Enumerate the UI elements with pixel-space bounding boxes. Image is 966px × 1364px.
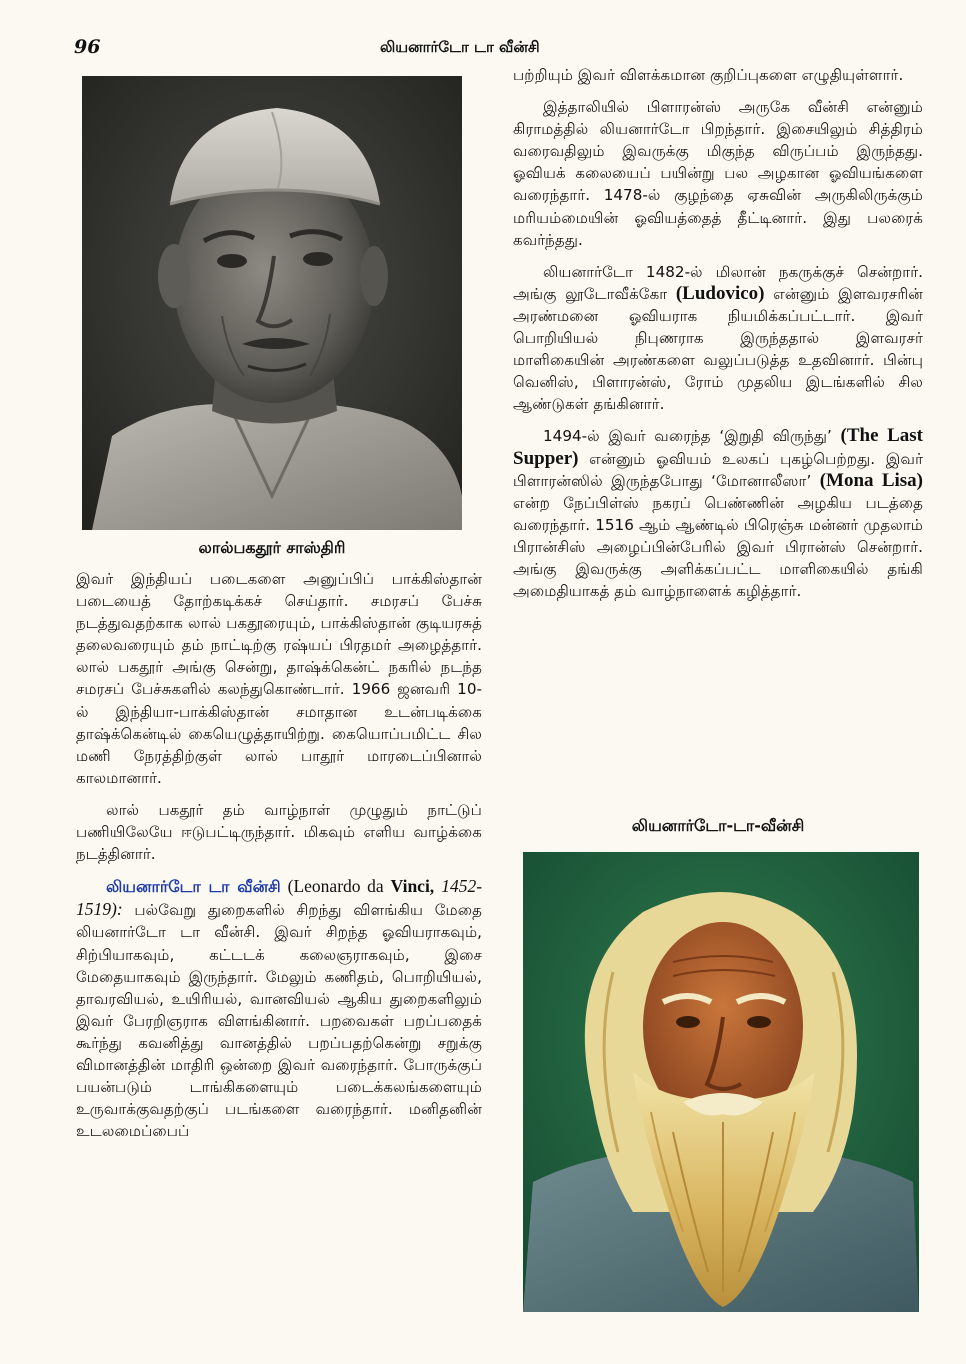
- leonardo-paragraph-3b: என்னும் இளவரசரின் அரண்மனை ஓவியராக நியமிக்கப்பட்டார். இவர் பொறியியல் நிபுணராக இருந்ததால் இளவரசர் மாளிகையின் அரண்களை வலுப்படுத்த உதவினார். பின்பு வெனிஸ், பிளாரன்ஸ், ரோம் முதலிய இடங்களில் சில ஆண்டுகள் தங்கினார்.: [513, 284, 923, 414]
- last-supper-english: (The Last Supper): [513, 425, 923, 469]
- leonardo-paragraph-1: பற்றியும் இவர் விளக்கமான குறிப்புகளை எழுதியுள்ளார்.: [513, 66, 904, 84]
- page-number: 96: [74, 36, 101, 58]
- leonardo-paragraph-3a: லியனார்டோ 1482-ல் மிலான் நகருக்குச் சென்றார். அங்கு லூடோவீக்கோ: [513, 262, 923, 303]
- shastri-portrait: [82, 76, 462, 530]
- leonardo-paragraph-2: இத்தாலியில் பிளாரன்ஸ் அருகே வீன்சி என்னும் கிராமத்தில் லியனார்டோ பிறந்தார். இசையிலும் சித்திரம் வரைவதிலும் இவருக்கு மிகுந்த விருப்பம் இருந்தது. ஓவியக் கலையைப் பயின்று பல அழகான ஓவியங்களை வரைந்தார். 1478-ல் குழந்தை ஏசுவின் அருகிலிருக்கும் மரியம்மையின் ஓவியத்தைத் தீட்டினார். இது பலரைக் கவர்ந்தது.: [513, 98, 923, 249]
- leonardo-years: 1452-1519):: [76, 876, 483, 920]
- mona-lisa-english: (Mona Lisa): [819, 469, 923, 491]
- leonardo-paragraph-4: [513, 425, 923, 602]
- running-title: லியனார்டோ டா வீன்சி: [380, 38, 540, 56]
- shastri-paragraph-2: லால் பகதூர் தம் வாழ்நாள் முழுதும் நாட்டுப் பணியிலேயே ஈடுபட்டிருந்தார். மிகவும் எளிய வாழ்க்கை நடத்தினார்.: [76, 800, 482, 864]
- leonardo-english-name-1: (Leonardo da: [287, 876, 384, 897]
- leonardo-intro-paragraph: [76, 875, 482, 1142]
- leonardo-paragraph-4b: என்னும் ஓவியம் உலகப் புகழ்பெற்றது. இவர் பிளாரன்ஸில் இருந்தபோது ‘மோனாலீஸா’: [513, 449, 924, 490]
- leonardo-painting: [523, 852, 919, 1312]
- shastri-paragraph-1: இவர் இந்தியப் படைகளை அனுப்பிப் பாக்கிஸ்தான் படையைத் தோற்கடிக்கச் செய்தார். சமரசப் பேச்சு நடத்துவதற்காக லால் பகதூரையும், பாக்கிஸ்தான் குடியரசுத் தலைவரையும் தம் நாட்டிற்கு ரஷ்யப் பிரதமர் அழைத்தார். லால் பகதூர் அங்கு சென்று, தாஷ்க்கென்ட் நகரில் நடந்த சமரசப் பேச்சுகளில் கலந்துகொண்டார். 1966 ஜனவரி 10-ல் இந்தியா-பாக்கிஸ்தான் சமாதான உடன்படிக்கை தாஷ்க்கென்டில் கையெழுத்தாயிற்று. கையொப்பமிட்ட சில மணி நேரத்திற்குள் லால் பாதூர் மாரடைப்பினால் காலமானார்.: [76, 570, 482, 787]
- leonardo-heading: லியனார்டோ டா வீன்சி: [106, 877, 281, 897]
- right-column: [513, 64, 923, 602]
- leonardo-painting-image: [523, 852, 919, 1312]
- leonardo-caption: லியனார்டோ-டா-வீன்சி: [631, 816, 805, 835]
- left-column: [76, 568, 482, 1142]
- leonardo-english-name-2: Vinci,: [390, 876, 435, 897]
- leonardo-paragraph-3: [513, 261, 923, 416]
- leonardo-paragraph-4a: 1494-ல் இவர் வரைந்த ‘இறுதி விருந்து’: [543, 427, 832, 446]
- ludovico-english: (Ludovico): [675, 282, 765, 304]
- shastri-portrait-image: [82, 76, 462, 530]
- leonardo-intro-body: பல்வேறு துறைகளில் சிறந்து விளங்கிய மேதை லியனார்டோ டா வீன்சி. இவர் சிறந்த ஓவியராகவும், சிற்பியாகவும், கட்டடக் கலைஞராகவும், இசை மேதையாகவும் இருந்தார். மேலும் கணிதம், பொறியியல், தாவரவியல், உயிரியல், வானவியல் ஆகிய துறைகளிலும் இவர் பேரறிஞராக விளங்கினார். பறவைகள் பறப்பதைக் கூர்ந்து கவனித்து வானத்தில் பறப்பதற்கென்று சறுக்கு விமானத்தின் மாதிரி ஒன்றை இவர் வரைந்தார். போருக்குப் பயன்படும் டாங்கிகளையும் படைக்கலங்களையும் உருவாக்குவதற்குப் படங்களை வரைந்தார். மனிதனின் உடலமைப்பைப்: [76, 901, 482, 1141]
- leonardo-paragraph-4c: என்ற நேப்பிள்ஸ் நகரப் பெண்ணின் அழகிய படத்தை வரைந்தார். 1516 ஆம் ஆண்டில் பிரெஞ்சு மன்னர் முதலாம் பிரான்சிஸ் அழைப்பின்பேரில் இவர் பிரான்ஸ் சென்றார். அங்கு இவருக்கு அளிக்கப்பட்ட மாளிகையில் தங்கி அமைதியாகத் தம் வாழ்நாளைக் கழித்தார்.: [513, 493, 923, 601]
- shastri-caption: லால்பகதூர் சாஸ்திரி: [198, 538, 346, 557]
